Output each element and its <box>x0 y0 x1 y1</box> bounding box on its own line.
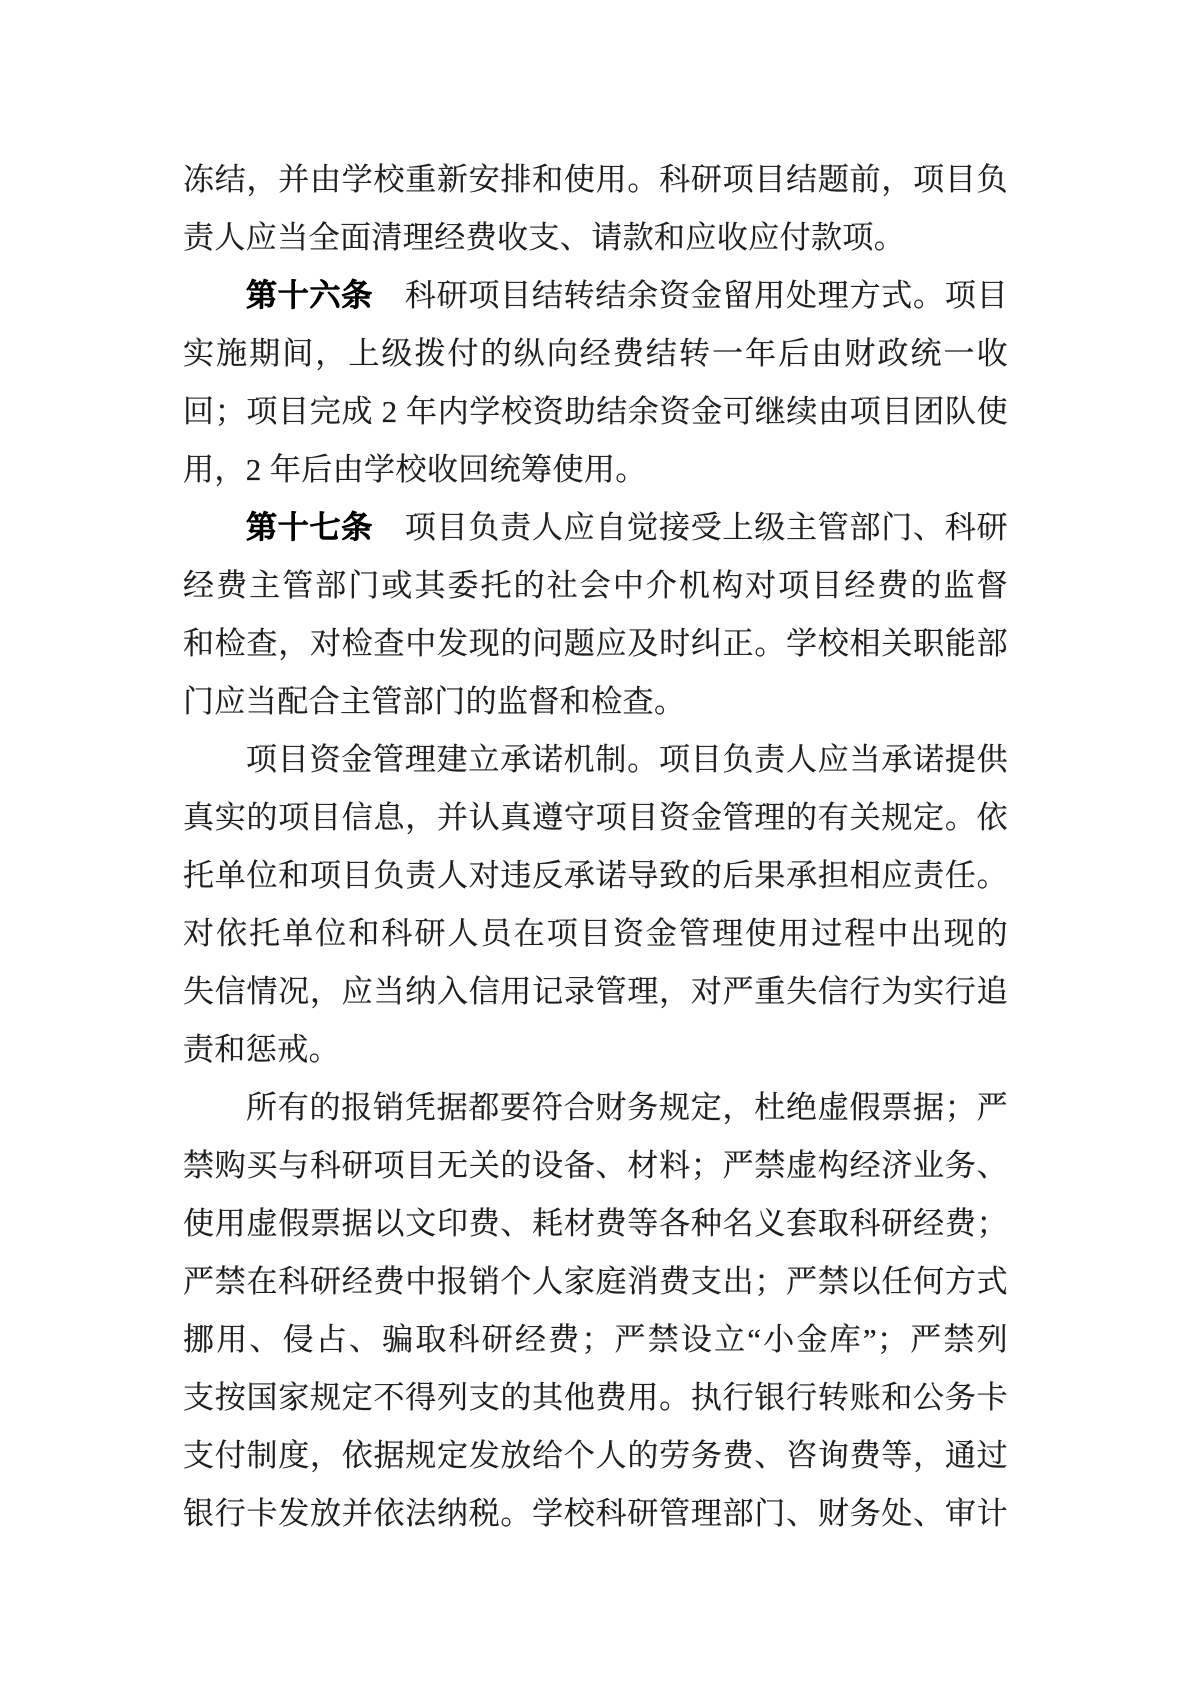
text-line: 门应当配合主管部门的监督和检查。 <box>183 684 686 719</box>
text-line: 失信情况，应当纳入信用记录管理，对严重失信行为实行追 <box>183 974 1008 1009</box>
text-line: 经费主管部门或其委托的社会中介机构对项目经费的监督 <box>183 568 1008 603</box>
text-line: 托单位和项目负责人对违反承诺导致的后果承担相应责任。 <box>183 858 1008 893</box>
text-line: 银行卡发放并依法纳税。学校科研管理部门、财务处、审计 <box>183 1496 1008 1531</box>
clause-heading-line <box>183 499 1008 557</box>
text-line: 实施期间，上级拨付的纵向经费结转一年后由财政统一收 <box>183 336 1008 371</box>
clause-text: 科研项目结转结余资金留用处理方式。项目 <box>373 278 1008 313</box>
clause-heading-line <box>183 267 1008 325</box>
text-line: 所有的报销凭据都要符合财务规定，杜绝虚假票据；严 <box>246 1090 1008 1125</box>
text-line: 项目资金管理建立承诺机制。项目负责人应当承诺提供 <box>246 742 1008 777</box>
text-line: 责人应当全面清理经费收支、请款和应收应付款项。 <box>183 220 906 255</box>
text-line: 挪用、侵占、骗取科研经费；严禁设立“小金库”；严禁列 <box>183 1322 1008 1357</box>
text-line: 支按国家规定不得列支的其他费用。执行银行转账和公务卡 <box>183 1380 1008 1415</box>
document-text-block <box>183 151 1008 1543</box>
text-line: 支付制度，依据规定发放给个人的劳务费、咨询费等，通过 <box>183 1438 1008 1473</box>
text-line: 用，2 年后由学校收回统筹使用。 <box>183 452 647 487</box>
text-line: 使用虚假票据以文印费、耗材费等各种名义套取科研经费； <box>183 1206 1008 1241</box>
text-line: 真实的项目信息，并认真遵守项目资金管理的有关规定。依 <box>183 800 1008 835</box>
clause-number: 第十七条 <box>246 510 374 545</box>
text-line: 严禁在科研经费中报销个人家庭消费支出；严禁以任何方式 <box>183 1264 1008 1299</box>
clause-number: 第十六条 <box>246 278 374 313</box>
clause-text: 项目负责人应自觉接受上级主管部门、科研 <box>373 510 1008 545</box>
text-line: 和检查，对检查中发现的问题应及时纠正。学校相关职能部 <box>183 626 1008 661</box>
text-line: 冻结，并由学校重新安排和使用。科研项目结题前，项目负 <box>183 162 1008 197</box>
text-line: 责和惩戒。 <box>183 1032 340 1067</box>
text-line: 禁购买与科研项目无关的设备、材料；严禁虚构经济业务、 <box>183 1148 1008 1183</box>
text-line: 回；项目完成 2 年内学校资助结余资金可继续由项目团队使 <box>183 394 1008 429</box>
text-line: 对依托单位和科研人员在项目资金管理使用过程中出现的 <box>183 916 1008 951</box>
